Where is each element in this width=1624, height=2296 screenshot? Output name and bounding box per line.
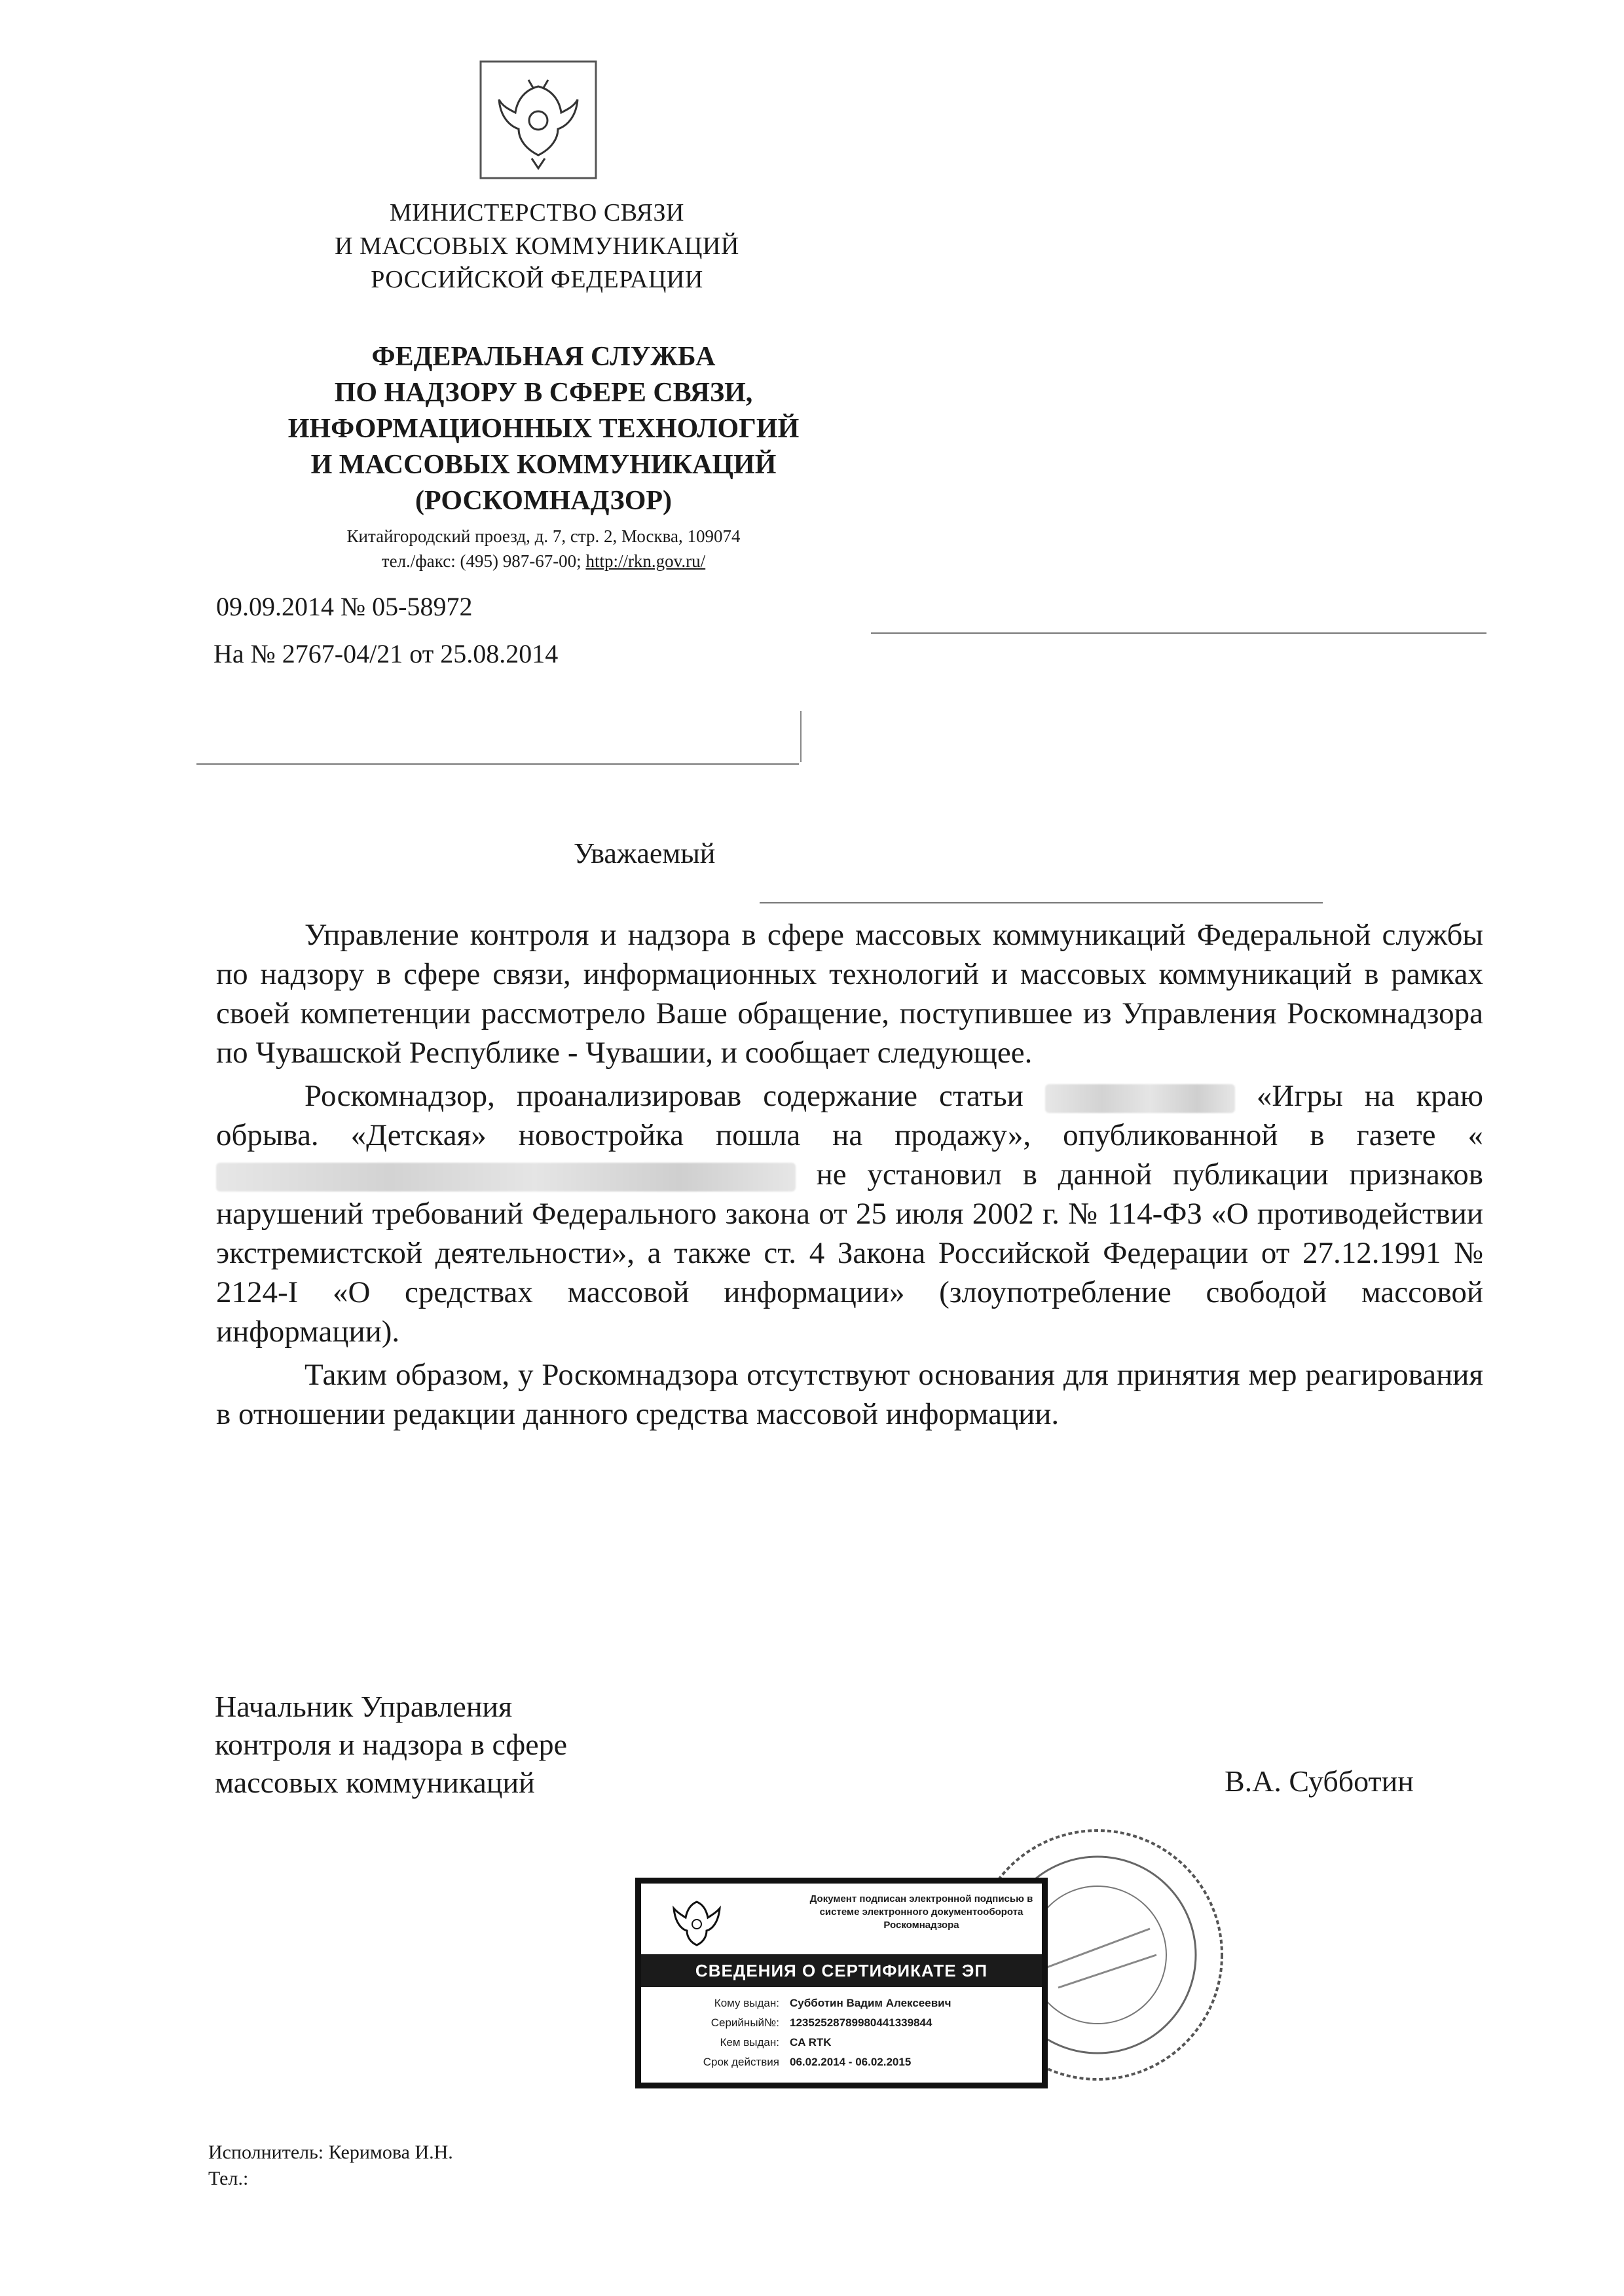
- service-line-5: (РОСКОМНАДЗОР): [415, 486, 673, 516]
- certificate-note: Документ подписан электронной подписью в системе электронного документооборота Роскомнадзора: [809, 1893, 1033, 1931]
- paragraph-3: Таким образом, у Роскомнадзора отсутствуют основания для принятия мер реагирования в отношении редакции данного средства массовой информации.: [216, 1358, 1483, 1431]
- executor-name: Исполнитель: Керимова И.Н.: [208, 2141, 453, 2163]
- paragraph-2: [216, 1076, 1483, 1351]
- redacted-newspaper: [216, 1163, 796, 1192]
- greeting: Уважаемый: [574, 837, 716, 869]
- paragraph-2-part-c: не установил в данной публикации признаков нарушений требований Федерального закона от 25 июля 2002 г. № 114-ФЗ «О противодействии экстремистской деятельности», а также ст. 4 Закона Российской Федерации от 27.12.1991 № 2124-I «О средствах массовой информации» (злоупотребление свободой массовой информации).: [216, 1157, 1483, 1349]
- certificate-value: 06.02.2014 - 06.02.2015: [790, 2056, 912, 2068]
- state-emblem-icon: [479, 60, 597, 179]
- service-name: [216, 339, 871, 519]
- signature-certificate: [635, 1878, 1048, 2088]
- address-block: [216, 524, 871, 574]
- signatory-title-line-3: массовых коммуникаций: [215, 1766, 535, 1799]
- divider-tick: [800, 711, 802, 762]
- ministry-line-1: МИНИСТЕРСТВО СВЯЗИ: [390, 199, 684, 227]
- outgoing-reference: 09.09.2014 № 05-58972: [216, 592, 473, 621]
- phone-fax: тел./факс: (495) 987-67-00;: [381, 551, 586, 571]
- certificate-row: [665, 2033, 951, 2052]
- certificate-details: [665, 1994, 951, 2072]
- service-line-3: ИНФОРМАЦИОННЫХ ТЕХНОЛОГИЙ: [287, 414, 800, 444]
- certificate-key: Срок действия: [703, 2056, 779, 2068]
- signatory-title: [215, 1688, 567, 1802]
- divider-line: [196, 763, 799, 765]
- greeting-underline: [760, 902, 1323, 903]
- executor-block: [208, 2140, 453, 2192]
- service-line-1: ФЕДЕРАЛЬНАЯ СЛУЖБА: [371, 342, 716, 372]
- service-line-2: ПО НАДЗОРУ В СФЕРЕ СВЯЗИ,: [334, 378, 753, 408]
- addressee-line-1: [871, 632, 1486, 634]
- certificate-value: 12352528789980441339844: [790, 2016, 932, 2029]
- certificate-key: Серийный№:: [710, 2016, 779, 2029]
- certificate-row: [665, 2013, 951, 2033]
- ministry-line-3: РОССИЙСКОЙ ФЕДЕРАЦИИ: [371, 266, 703, 293]
- service-line-4: И МАССОВЫХ КОММУНИКАЦИЙ: [310, 450, 777, 480]
- signatory-title-line-1: Начальник Управления: [215, 1690, 513, 1723]
- website-link[interactable]: http://rkn.gov.ru/: [585, 551, 706, 571]
- paragraph-2-part-a: Роскомнадзор, проанализировав содержание статьи: [304, 1079, 1024, 1113]
- certificate-key: Кем выдан:: [720, 2036, 779, 2049]
- executor-phone: Тел.:: [208, 2168, 249, 2189]
- certificate-key: Кому выдан:: [714, 1997, 779, 2009]
- paragraph-2-part-b: «Игры на краю обрыва. «Детская» новостройка пошла на продажу», опубликованной в газете «: [216, 1079, 1484, 1152]
- certificate-value: CA RTK: [790, 2036, 832, 2049]
- signatory-name: В.А. Субботин: [1225, 1764, 1414, 1798]
- eagle-emblem-icon: [667, 1897, 726, 1949]
- redacted-author: [1045, 1084, 1235, 1113]
- paragraph-1: Управление контроля и надзора в сфере массовых коммуникаций Федеральной службы по надзору в сфере связи, информационных технологий и массовых коммуникаций в рамках своей компетенции рассмотрело Ваше обращение, поступившее из Управления Роскомнадзора по Чувашской Республике - Чувашии, и сообщает следующее.: [216, 918, 1483, 1070]
- certificate-value: Субботин Вадим Алексеевич: [790, 1997, 951, 2009]
- incoming-reference: На № 2767-04/21 от 25.08.2014: [213, 639, 559, 668]
- contact-line: [216, 549, 871, 574]
- letter-body: [216, 915, 1483, 1438]
- certificate-banner: СВЕДЕНИЯ О СЕРТИФИКАТЕ ЭП: [641, 1954, 1042, 1987]
- postal-address: Китайгородский проезд, д. 7, стр. 2, Москва, 109074: [346, 526, 741, 546]
- certificate-row: [665, 2052, 951, 2072]
- certificate-row: [665, 1994, 951, 2013]
- ministry-name: [210, 196, 864, 297]
- ministry-line-2: И МАССОВЫХ КОММУНИКАЦИЙ: [335, 232, 739, 260]
- signatory-title-line-2: контроля и надзора в сфере: [215, 1728, 568, 1761]
